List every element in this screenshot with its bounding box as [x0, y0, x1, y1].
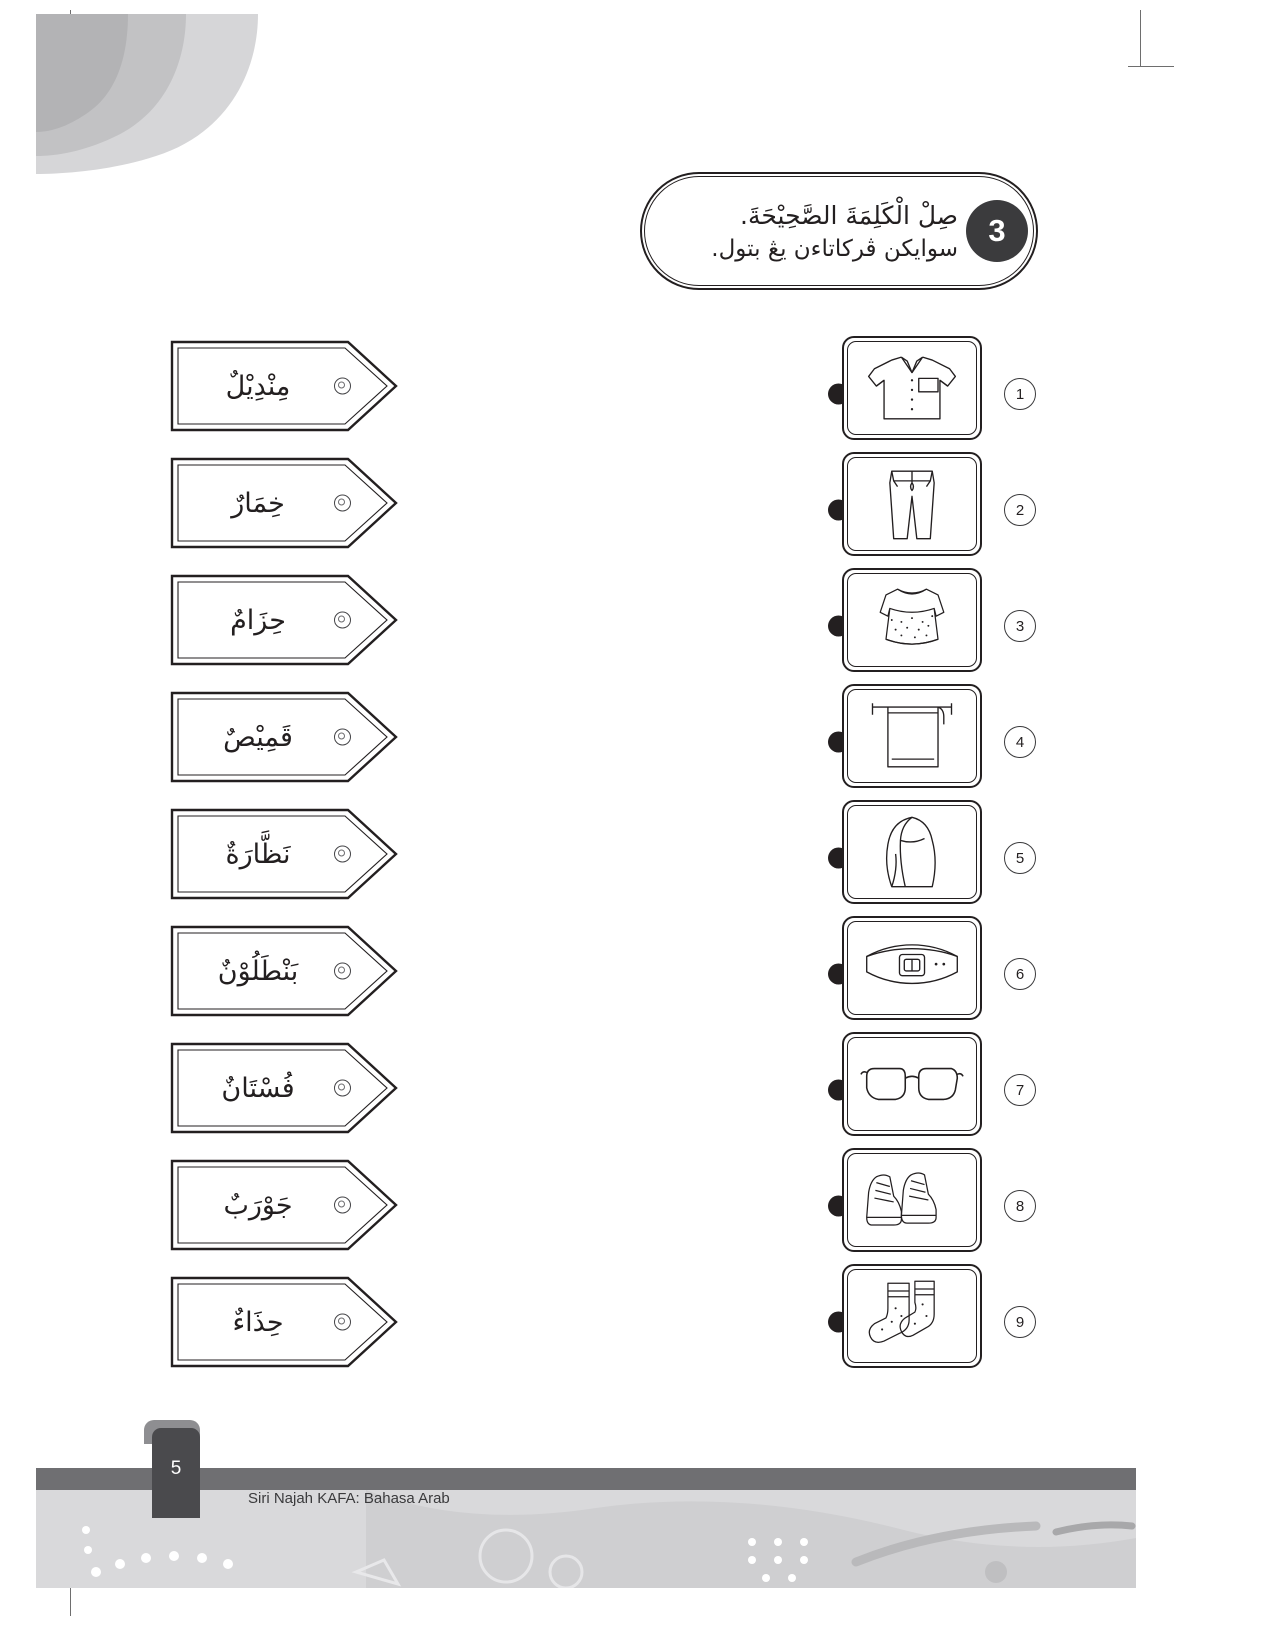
picture-number-badge: 2: [1004, 494, 1036, 526]
word-tag[interactable]: [170, 691, 398, 783]
word-tag-label: مِنْدِيْلٌ: [225, 370, 291, 402]
picture-number-badge: 6: [1004, 958, 1036, 990]
connector-port-icon[interactable]: [334, 1197, 351, 1214]
picture-card-row: [828, 916, 1048, 1032]
headscarf-icon: [847, 805, 977, 899]
connector-port-icon[interactable]: [334, 963, 351, 980]
shoes-icon: [847, 1153, 977, 1247]
picture-card-row: [828, 568, 1048, 684]
connector-port-icon[interactable]: [334, 846, 351, 863]
word-tag-label: فُسْتَانٌ: [221, 1072, 295, 1104]
eyeglasses-icon: [847, 1037, 977, 1131]
word-tag[interactable]: [170, 1159, 398, 1251]
word-tag-label: حِذَاءٌ: [232, 1306, 284, 1338]
picture-card[interactable]: [842, 684, 982, 788]
word-tag-label: جَوْرَبٌ: [223, 1189, 293, 1221]
dress-icon: [847, 573, 977, 667]
word-tag-label: بَنْطَلُوْنٌ: [217, 955, 299, 987]
crop-mark-top-right-horizontal: [1128, 66, 1174, 67]
picture-card[interactable]: [842, 1264, 982, 1368]
towel-icon: [847, 689, 977, 783]
word-tag[interactable]: [170, 574, 398, 666]
picture-card[interactable]: [842, 800, 982, 904]
instruction-jawi: سوايكن ڤركاتاءن يڠ بتول.: [711, 236, 958, 263]
word-tag[interactable]: [170, 457, 398, 549]
connector-port-icon[interactable]: [334, 495, 351, 512]
instruction-text-block: [658, 182, 958, 282]
page-number: 5: [152, 1428, 200, 1518]
connector-port-icon[interactable]: [334, 1080, 351, 1097]
word-tag[interactable]: [170, 925, 398, 1017]
word-tag[interactable]: [170, 1042, 398, 1134]
instruction-banner: [640, 172, 1038, 290]
connector-port-icon[interactable]: [334, 612, 351, 629]
word-tag-label: نَظَّارَةٌ: [225, 838, 291, 870]
socks-icon: [847, 1269, 977, 1363]
picture-card-row: [828, 1264, 1048, 1380]
picture-number-badge: 1: [1004, 378, 1036, 410]
picture-number-badge: 9: [1004, 1306, 1036, 1338]
shirt-icon: [847, 341, 977, 435]
corner-decoration: [36, 14, 258, 174]
crop-mark-top-right-vertical: [1140, 10, 1141, 66]
connector-port-icon[interactable]: [334, 729, 351, 746]
picture-card-column: [828, 336, 1048, 1380]
picture-card[interactable]: [842, 568, 982, 672]
connector-port-icon[interactable]: [334, 1314, 351, 1331]
picture-card-row: [828, 1032, 1048, 1148]
picture-card-row: [828, 684, 1048, 800]
picture-card[interactable]: [842, 916, 982, 1020]
picture-card-row: [828, 800, 1048, 916]
page-number-tab: [144, 1420, 200, 1518]
instruction-arabic: صِلْ الْكَلِمَةَ الصَّحِيْحَةَ.: [740, 201, 958, 231]
word-tag[interactable]: [170, 340, 398, 432]
word-tag-label: حِزَامٌ: [230, 604, 286, 636]
picture-card[interactable]: [842, 1148, 982, 1252]
exercise-number-badge: 3: [966, 200, 1028, 262]
word-tag[interactable]: [170, 808, 398, 900]
picture-number-badge: 8: [1004, 1190, 1036, 1222]
picture-number-badge: 7: [1004, 1074, 1036, 1106]
picture-card-row: [828, 1148, 1048, 1264]
belt-icon: [847, 921, 977, 1015]
footer-caption: Siri Najah KAFA: Bahasa Arab: [248, 1490, 450, 1507]
picture-number-badge: 5: [1004, 842, 1036, 874]
picture-card-row: [828, 452, 1048, 568]
picture-card[interactable]: [842, 452, 982, 556]
trousers-icon: [847, 457, 977, 551]
picture-card[interactable]: [842, 1032, 982, 1136]
picture-number-badge: 3: [1004, 610, 1036, 642]
picture-card-row: [828, 336, 1048, 452]
picture-number-badge: 4: [1004, 726, 1036, 758]
word-tag-label: قَمِيْصٌ: [223, 721, 293, 753]
word-tag-label: خِمَارٌ: [231, 487, 285, 519]
picture-card[interactable]: [842, 336, 982, 440]
connector-port-icon[interactable]: [334, 378, 351, 395]
word-tag-column: [170, 340, 400, 1393]
word-tag[interactable]: [170, 1276, 398, 1368]
footer-band: [36, 1468, 1136, 1588]
